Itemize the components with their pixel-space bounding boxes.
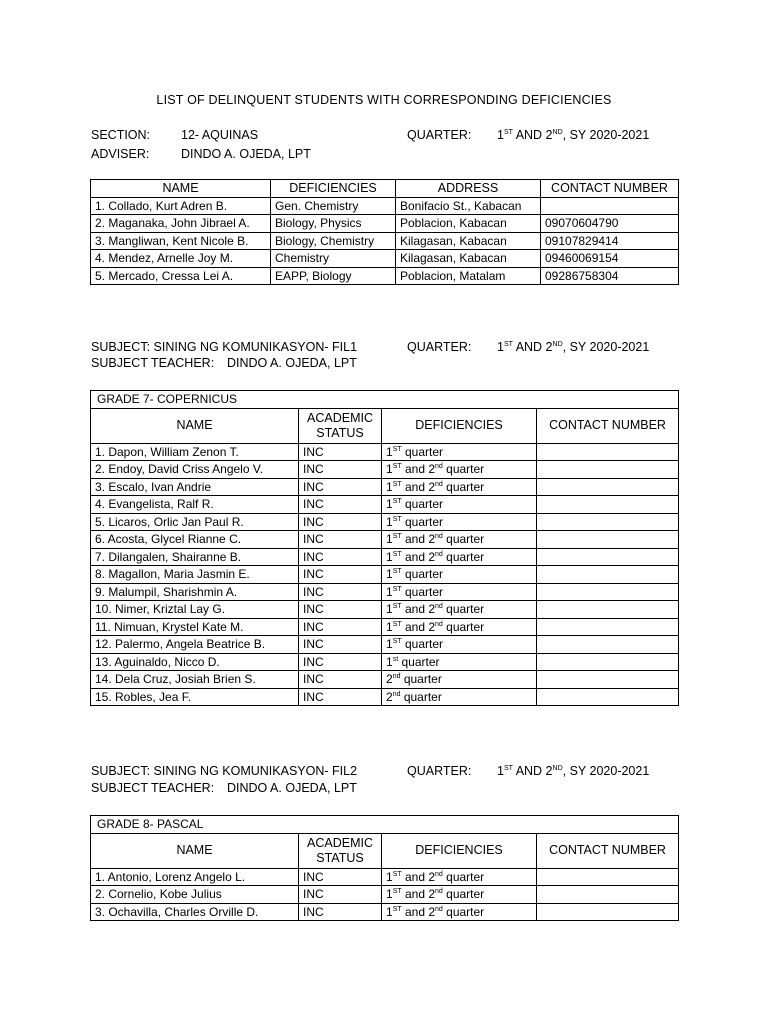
ordinal-suffix: ST [392, 638, 402, 646]
table-row [91, 531, 679, 549]
student-name: 4. Evangelista, Ralf R. [91, 496, 299, 514]
deficiency: 1ST and 2nd quarter [382, 601, 537, 619]
table-cell [541, 197, 679, 215]
academic-status: INC [299, 583, 382, 601]
ordinal-suffix: nd [435, 870, 443, 878]
ordinal-suffix: ST [392, 463, 402, 471]
table-cell: Bonifacio St., Kabacan [396, 197, 541, 215]
table-row [91, 267, 679, 285]
table-cell: Kilagasan, Kabacan [396, 232, 541, 250]
grade-row [91, 816, 679, 834]
table-row [91, 636, 679, 654]
table-cell: 09107829414 [541, 232, 679, 250]
table-row [91, 215, 679, 233]
table-row [91, 250, 679, 268]
contact-number [537, 583, 679, 601]
table-cell: 2. Maganaka, John Jibrael A. [91, 215, 271, 233]
subject-info-fil1 [91, 340, 691, 380]
quarter-label: QUARTER: [407, 340, 472, 354]
academic-status: INC [299, 601, 382, 619]
contact-number [537, 653, 679, 671]
academic-status: INC [299, 618, 382, 636]
table-cell: Kilagasan, Kabacan [396, 250, 541, 268]
column-header: DEFICIENCIES [382, 833, 537, 868]
deficiency: 1ST quarter [382, 636, 537, 654]
ordinal-suffix: st [392, 655, 399, 663]
student-name: 5. Licaros, Orlic Jan Paul R. [91, 513, 299, 531]
academic-status: INC [299, 443, 382, 461]
ordinal-suffix: ST [392, 620, 402, 628]
table-row [91, 548, 679, 566]
adviser-label: ADVISER: [91, 147, 150, 161]
table-row [91, 618, 679, 636]
column-header: NAME [91, 408, 299, 443]
deficiency: 1ST quarter [382, 443, 537, 461]
table-header-row [91, 180, 679, 198]
table-row [91, 197, 679, 215]
academic-status: INC [299, 671, 382, 689]
academic-status: INC [299, 566, 382, 584]
student-name: 13. Aguinaldo, Nicco D. [91, 653, 299, 671]
ordinal-suffix: ST [392, 445, 402, 453]
column-header: NAME [91, 833, 299, 868]
ordinal-suffix: ST [392, 480, 402, 488]
column-header: CONTACT NUMBER [537, 833, 679, 868]
academic-status: INC [299, 636, 382, 654]
grade-label: GRADE 8- PASCAL [91, 816, 679, 834]
table-row [91, 443, 679, 461]
table-cell: EAPP, Biology [271, 267, 396, 285]
ordinal-suffix: ST [392, 498, 402, 506]
grade8-table [90, 815, 679, 921]
academic-status: INC [299, 903, 382, 921]
section-info [91, 128, 691, 168]
student-name: 1. Dapon, William Zenon T. [91, 443, 299, 461]
table-row [91, 232, 679, 250]
teacher-label: SUBJECT TEACHER: [91, 356, 215, 370]
ordinal-suffix: ST [392, 550, 402, 558]
academic-status: INC [299, 653, 382, 671]
table-cell: Chemistry [271, 250, 396, 268]
contact-number [537, 688, 679, 706]
ordinal-suffix: nd [435, 603, 443, 611]
table-row [91, 886, 679, 904]
ordinal-suffix: nd [392, 690, 401, 698]
student-name: 12. Palermo, Angela Beatrice B. [91, 636, 299, 654]
column-header: NAME [91, 180, 271, 198]
table-cell: 4. Mendez, Arnelle Joy M. [91, 250, 271, 268]
quarter-label: QUARTER: [407, 128, 472, 142]
table-header-row [91, 408, 679, 443]
table-header-row [91, 833, 679, 868]
column-header: ACADEMIC STATUS [299, 408, 382, 443]
section-value: 12- AQUINAS [181, 128, 259, 142]
contact-number [537, 671, 679, 689]
quarter-value: 1ST AND 2ND, SY 2020-2021 [497, 764, 650, 778]
student-name: 9. Malumpil, Sharishmin A. [91, 583, 299, 601]
deficiency: 1ST and 2nd quarter [382, 868, 537, 886]
contact-number [537, 601, 679, 619]
subject-info-fil2 [91, 764, 691, 804]
contact-number [537, 548, 679, 566]
academic-status: INC [299, 548, 382, 566]
academic-status: INC [299, 531, 382, 549]
table-row [91, 868, 679, 886]
table-row [91, 688, 679, 706]
table-row [91, 903, 679, 921]
ordinal-suffix: ST [392, 585, 402, 593]
contact-number [537, 903, 679, 921]
deficiencies-table [90, 179, 679, 285]
adviser-value: DINDO A. OJEDA, LPT [181, 147, 311, 161]
table-row [91, 601, 679, 619]
contact-number [537, 496, 679, 514]
deficiency: 1ST and 2nd quarter [382, 548, 537, 566]
contact-number [537, 443, 679, 461]
table-cell: Poblacion, Kabacan [396, 215, 541, 233]
deficiency: 1ST and 2nd quarter [382, 903, 537, 921]
grade-row [91, 391, 679, 409]
quarter-value: 1ST AND 2ND, SY 2020-2021 [497, 128, 650, 142]
grade7-table [90, 390, 679, 706]
teacher-value: DINDO A. OJEDA, LPT [227, 781, 357, 795]
ordinal-suffix: ST [392, 870, 402, 878]
contact-number [537, 886, 679, 904]
grade-label: GRADE 7- COPERNICUS [91, 391, 679, 409]
ordinal-suffix: ST [392, 603, 402, 611]
student-name: 15. Robles, Jea F. [91, 688, 299, 706]
deficiency: 1ST and 2nd quarter [382, 886, 537, 904]
ordinal-suffix: ST [392, 568, 402, 576]
ordinal-suffix: ST [392, 515, 402, 523]
student-name: 6. Acosta, Glycel Rianne C. [91, 531, 299, 549]
ordinal-suffix: nd [435, 888, 443, 896]
table-row [91, 566, 679, 584]
academic-status: INC [299, 868, 382, 886]
table-row [91, 583, 679, 601]
academic-status: INC [299, 688, 382, 706]
contact-number [537, 478, 679, 496]
deficiency: 1ST and 2nd quarter [382, 618, 537, 636]
ordinal-suffix: nd [435, 620, 443, 628]
student-name: 7. Dilangalen, Shairanne B. [91, 548, 299, 566]
student-name: 10. Nimer, Kriztal Lay G. [91, 601, 299, 619]
ordinal-suffix: nd [435, 905, 443, 913]
column-header: ACADEMIC STATUS [299, 833, 382, 868]
subject-label: SUBJECT: SINING NG KOMUNIKASYON- FIL2 [91, 764, 358, 778]
student-name: 3. Ochavilla, Charles Orville D. [91, 903, 299, 921]
student-name: 14. Dela Cruz, Josiah Brien S. [91, 671, 299, 689]
deficiency: 1ST quarter [382, 496, 537, 514]
contact-number [537, 566, 679, 584]
ordinal-suffix: ST [392, 888, 402, 896]
contact-number [537, 513, 679, 531]
deficiency: 2nd quarter [382, 688, 537, 706]
contact-number [537, 531, 679, 549]
quarter-value: 1ST AND 2ND, SY 2020-2021 [497, 340, 650, 354]
ordinal-suffix: nd [435, 480, 443, 488]
ordinal-suffix: nd [435, 533, 443, 541]
table-cell: Gen. Chemistry [271, 197, 396, 215]
deficiency: 1ST and 2nd quarter [382, 478, 537, 496]
academic-status: INC [299, 496, 382, 514]
table-cell: Biology, Chemistry [271, 232, 396, 250]
teacher-label: SUBJECT TEACHER: [91, 781, 215, 795]
academic-status: INC [299, 478, 382, 496]
ordinal-suffix: nd [392, 673, 401, 681]
contact-number [537, 636, 679, 654]
table-row [91, 496, 679, 514]
ordinal-suffix: ST [392, 905, 402, 913]
table-row [91, 461, 679, 479]
student-name: 1. Antonio, Lorenz Angelo L. [91, 868, 299, 886]
column-header: CONTACT NUMBER [541, 180, 679, 198]
table-row [91, 478, 679, 496]
column-header: DEFICIENCIES [382, 408, 537, 443]
teacher-value: DINDO A. OJEDA, LPT [227, 356, 357, 370]
deficiency: 1ST quarter [382, 583, 537, 601]
table-row [91, 513, 679, 531]
deficiency: 2nd quarter [382, 671, 537, 689]
column-header: DEFICIENCIES [271, 180, 396, 198]
ordinal-suffix: nd [435, 550, 443, 558]
academic-status: INC [299, 461, 382, 479]
table-cell: 1. Collado, Kurt Adren B. [91, 197, 271, 215]
student-name: 11. Nimuan, Krystel Kate M. [91, 618, 299, 636]
student-name: 8. Magallon, Maria Jasmin E. [91, 566, 299, 584]
ordinal-suffix: nd [435, 463, 443, 471]
section-label: SECTION: [91, 128, 151, 142]
subject-label: SUBJECT: SINING NG KOMUNIKASYON- FIL1 [91, 340, 358, 354]
table-cell: Poblacion, Matalam [396, 267, 541, 285]
table-cell: 09460069154 [541, 250, 679, 268]
table-cell: Biology, Physics [271, 215, 396, 233]
deficiency: 1st quarter [382, 653, 537, 671]
column-header: CONTACT NUMBER [537, 408, 679, 443]
table-cell: 09286758304 [541, 267, 679, 285]
student-name: 2. Cornelio, Kobe Julius [91, 886, 299, 904]
table-cell: 09070604790 [541, 215, 679, 233]
ordinal-suffix: ST [392, 533, 402, 541]
table-row [91, 653, 679, 671]
academic-status: INC [299, 513, 382, 531]
quarter-label: QUARTER: [407, 764, 472, 778]
table-cell: 3. Mangliwan, Kent Nicole B. [91, 232, 271, 250]
column-header: ADDRESS [396, 180, 541, 198]
deficiency: 1ST quarter [382, 566, 537, 584]
academic-status: INC [299, 886, 382, 904]
page-title: LIST OF DELINQUENT STUDENTS WITH CORRESPONDING DEFICIENCIES [156, 93, 612, 107]
deficiency: 1ST quarter [382, 513, 537, 531]
student-name: 2. Endoy, David Criss Angelo V. [91, 461, 299, 479]
contact-number [537, 618, 679, 636]
contact-number [537, 461, 679, 479]
table-cell: 5. Mercado, Cressa Lei A. [91, 267, 271, 285]
deficiency: 1ST and 2nd quarter [382, 531, 537, 549]
deficiency: 1ST and 2nd quarter [382, 461, 537, 479]
table-row [91, 671, 679, 689]
contact-number [537, 868, 679, 886]
student-name: 3. Escalo, Ivan Andrie [91, 478, 299, 496]
